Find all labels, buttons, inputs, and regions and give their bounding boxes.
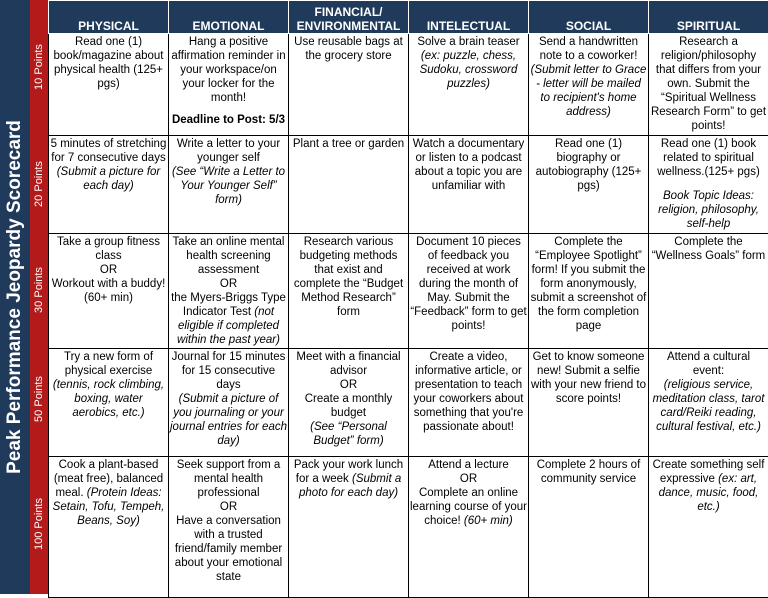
header-financial: FINANCIAL/ — [289, 5, 408, 19]
cell-note: (not eligible if completed within the past year) — [177, 306, 280, 346]
cell-text: Create something self expressive — [653, 459, 765, 485]
cell-or: OR — [50, 263, 167, 277]
cell-10-physical — [49, 34, 169, 136]
cell-text: Document 10 pieces of feedback you received at work during the month of May. Submit the “Feedback” form to get points! — [410, 236, 526, 332]
cell-30-financial — [289, 234, 409, 349]
row-100-points — [49, 457, 768, 598]
cell-30-emotional — [169, 234, 289, 349]
cell-100-social — [529, 457, 649, 598]
points-label-30: 30 Points — [33, 267, 45, 313]
cell-20-intelectual — [409, 136, 529, 234]
cell-10-social — [529, 34, 649, 136]
row-30-points — [49, 234, 768, 349]
cell-text: Workout with a buddy! (60+ min) — [50, 277, 167, 305]
cell-text: Attend a lecture — [410, 458, 527, 472]
cell-note: (See “Write a Letter to Your Younger Self” form) — [170, 165, 287, 207]
cell-note: Book Topic Ideas: religion, philosophy, self-help — [650, 189, 767, 231]
cell-text: Seek support from a mental health professional — [170, 458, 287, 500]
cell-10-emotional — [169, 34, 289, 136]
cell-note: (Submit a photo for each day) — [299, 473, 401, 499]
points-column — [30, 0, 48, 594]
cell-note: (Submit letter to Grace - letter will be mailed to recipient's home address) — [530, 63, 647, 119]
cell-text: Hang a positive affirmation reminder in your workspace/on your locker for the month! — [170, 35, 287, 105]
header-environmental: ENVIRONMENTAL — [289, 19, 408, 33]
cell-note: (Submit a picture for each day) — [50, 165, 167, 193]
cell-10-intelectual — [409, 34, 529, 136]
cell-text: Meet with a financial advisor — [290, 350, 407, 378]
cell-text: Have a conversation with a trusted friend/family member about your emotional state — [170, 514, 287, 584]
cell-text: Complete an online learning course of your choice! — [410, 487, 527, 527]
header-social: SOCIAL — [529, 1, 649, 34]
row-10-points — [49, 34, 768, 136]
points-label-50: 50 Points — [33, 376, 45, 422]
cell-text: the Myers-Briggs Type Indicator Test — [171, 292, 286, 318]
cell-text: Research a religion/philosophy that differs from your own. Submit the “Spiritual Wellness Research Form” to get points! — [651, 36, 766, 132]
scorecard-sidebar — [0, 0, 30, 594]
cell-note: (Protein Ideas: Setain, Tofu, Tempeh, Beans, Soy) — [53, 487, 165, 527]
header-intelectual: INTELECTUAL — [409, 1, 529, 34]
cell-text: Solve a brain teaser — [410, 35, 527, 49]
deadline-text: Deadline to Post: 5/3 — [170, 113, 287, 127]
cell-30-social — [529, 234, 649, 349]
header-emotional: EMOTIONAL — [169, 1, 289, 34]
cell-50-financial — [289, 349, 409, 457]
cell-text: Get to know someone new! Submit a selfie with your new friend to score points! — [531, 351, 646, 405]
cell-note: (Submit a picture of you journaling or your journal entries for each day) — [170, 392, 287, 448]
cell-text: Read one (1) book related to spiritual wellness.(125+ pgs) — [650, 137, 767, 179]
cell-30-spiritual — [649, 234, 768, 349]
cell-50-spiritual — [649, 349, 768, 457]
cell-or: OR — [170, 500, 287, 514]
cell-text: Complete the “Wellness Goals” form — [652, 236, 766, 262]
cell-text: Read one (1) biography or autobiography (125+ pgs) — [536, 138, 642, 192]
cell-text: Watch a documentary or listen to a podcast about a topic you are unfamiliar with — [413, 138, 524, 192]
cell-note: (religious service, meditation class, tarot card/Reiki reading, cultural festival, etc.) — [650, 378, 767, 434]
row-50-points — [49, 349, 768, 457]
cell-100-intelectual — [409, 457, 529, 598]
cell-or: OR — [410, 472, 527, 486]
cell-text: Research various budgeting methods that exist and complete the “Budget Method Research” form — [294, 236, 403, 318]
header-row — [49, 1, 768, 34]
cell-text: Journal for 15 minutes for 15 consecutive days — [170, 350, 287, 392]
cell-10-financial — [289, 34, 409, 136]
cell-text: Complete 2 hours of community service — [537, 459, 641, 485]
cell-100-emotional — [169, 457, 289, 598]
cell-note: (60+ min) — [464, 515, 513, 527]
cell-text: Use reusable bags at the grocery store — [294, 36, 403, 62]
cell-50-social — [529, 349, 649, 457]
cell-100-physical — [49, 457, 169, 598]
header-financial-environmental — [289, 1, 409, 34]
cell-note: (tennis, rock climbing, boxing, water aerobics, etc.) — [50, 378, 167, 420]
cell-text: Read one (1) book/magazine about physical health (125+ pgs) — [54, 36, 164, 90]
row-20-points — [49, 136, 768, 234]
cell-text: Write a letter to your younger self — [170, 137, 287, 165]
cell-text: Cook a plant-based (meat free), balanced meal. — [54, 459, 163, 499]
cell-text: Pack your work lunch for a week — [294, 459, 403, 485]
cell-50-emotional — [169, 349, 289, 457]
cell-text: Try a new form of physical exercise — [50, 350, 167, 378]
points-label-20: 20 Points — [33, 161, 45, 207]
cell-text: Plant a tree or garden — [293, 138, 404, 150]
cell-20-physical — [49, 136, 169, 234]
cell-50-intelectual — [409, 349, 529, 457]
cell-text: 5 minutes of stretching for 7 consecutive days — [50, 137, 167, 165]
cell-or: OR — [170, 277, 287, 291]
cell-100-financial — [289, 457, 409, 598]
cell-10-spiritual — [649, 34, 768, 136]
cell-20-financial — [289, 136, 409, 234]
header-physical: PHYSICAL — [49, 1, 169, 34]
cell-text: Send a handwritten note to a coworker! — [530, 35, 647, 63]
scorecard-title: Peak Performance Jeopardy Scorecard — [4, 120, 26, 474]
cell-text: Create a video, informative article, or presentation to teach your coworkers about something that you're passionate about! — [414, 351, 524, 433]
points-label-10: 10 Points — [33, 44, 45, 90]
cell-text: Complete the “Employee Spotlight” form! If you submit the form anonymously, submit a screenshot of the form completion page — [531, 236, 647, 332]
cell-text: Attend a cultural event: — [650, 350, 767, 378]
header-spiritual: SPIRITUAL — [649, 1, 768, 34]
cell-30-intelectual — [409, 234, 529, 349]
points-label-100: 100 Points — [33, 498, 45, 550]
cell-or: OR — [290, 378, 407, 392]
cell-text: Create a monthly budget — [290, 392, 407, 420]
cell-note: (See “Personal Budget” form) — [290, 420, 407, 448]
cell-note: (ex: art, dance, music, food, etc.) — [659, 473, 759, 513]
scorecard-table — [48, 0, 768, 598]
cell-20-social — [529, 136, 649, 234]
cell-text: Take an online mental health screening assessment — [170, 235, 287, 277]
cell-20-spiritual — [649, 136, 768, 234]
cell-text: Take a group fitness class — [50, 235, 167, 263]
cell-50-physical — [49, 349, 169, 457]
cell-30-physical — [49, 234, 169, 349]
cell-note: (ex: puzzle, chess, Sudoku, crossword puzzles) — [410, 49, 527, 91]
cell-20-emotional — [169, 136, 289, 234]
cell-100-spiritual — [649, 457, 768, 598]
